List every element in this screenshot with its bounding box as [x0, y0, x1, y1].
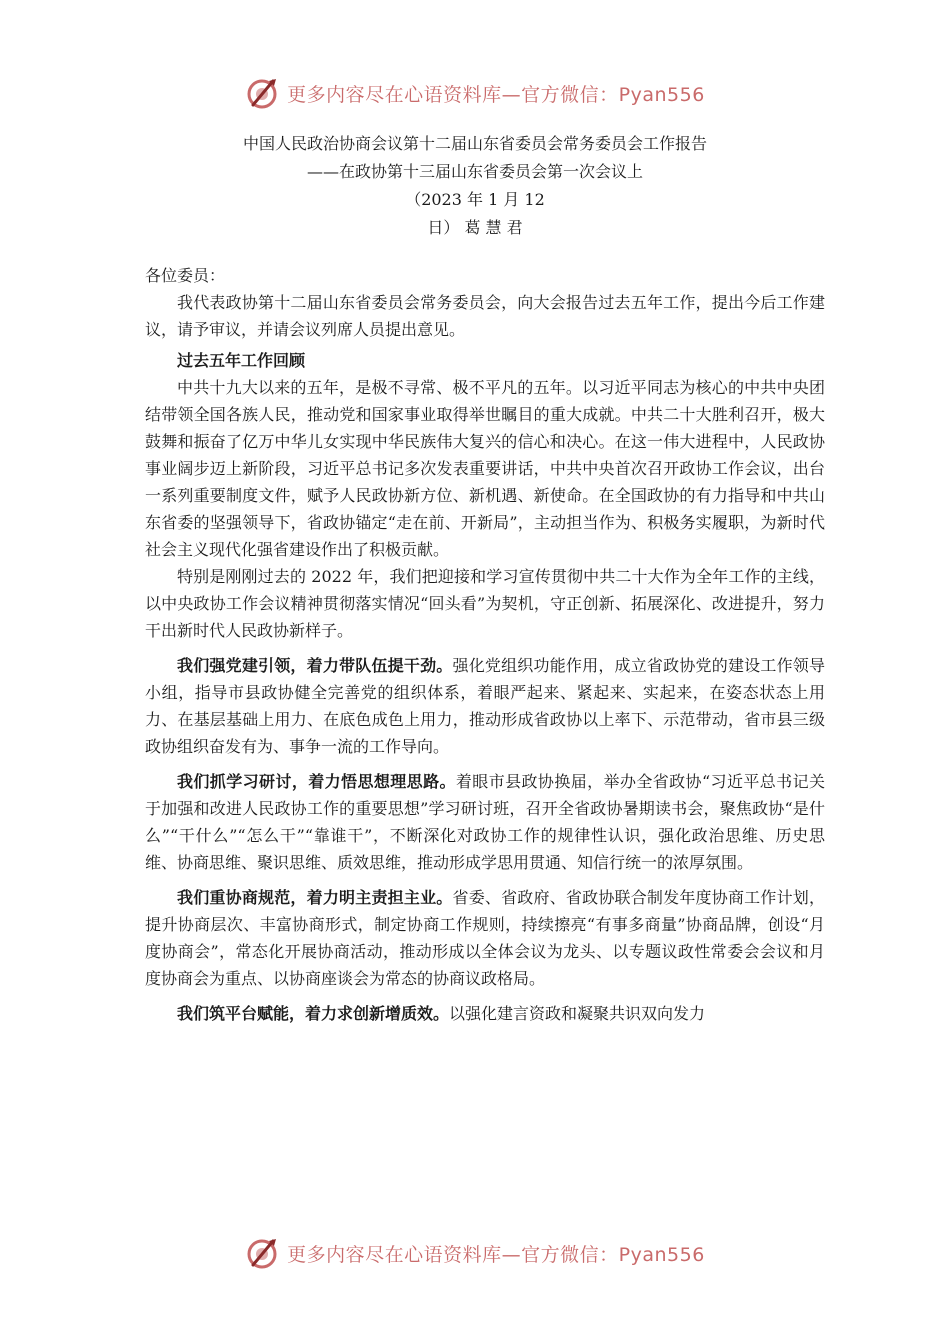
- paragraph-lead: 我们抓学习研讨，着力悟思想理思路。: [177, 772, 456, 791]
- paragraph-party-building: [145, 652, 825, 760]
- paragraph-lead: 我们重协商规范，着力明主责担主业。: [177, 888, 453, 907]
- document-title: 中国人民政治协商会议第十二届山东省委员会常务委员会工作报告: [242, 134, 707, 153]
- brand-logo-icon: [245, 1235, 281, 1271]
- brand-logo-icon: [245, 75, 281, 111]
- paragraph-text: 省委、省政府、省政协联合制发年度协商工作计划，提升协商层次、丰富协商形式，制定协商工作规则，持续擦亮“有事多商量”协商品牌，创设“月度协商会”，常态化开展协商活动，推动形成以全体会议为龙头、以专题议政性常委会会议和月度协商会为重点、以协商座谈会为常态的协商议政格局。: [145, 888, 825, 988]
- document-title-block: [0, 130, 950, 242]
- paragraph-lead: 我们强党建引领，着力带队伍提干劲。: [177, 656, 453, 675]
- document-body: [145, 262, 825, 1027]
- paragraph-study: [145, 768, 825, 876]
- watermark-text: 更多内容尽在心语资料库—官方微信：Pyan556: [287, 1243, 705, 1266]
- paragraph-text: 以强化建言资政和凝聚共识双向发力: [449, 1004, 706, 1023]
- document-date: （2023 年 1 月 12: [405, 190, 545, 209]
- paragraph-text: 着眼市县政协换届，举办全省政协“习近平总书记关于加强和改进人民政协工作的重要思想”学习研讨班，召开全省政协暑期读书会，聚焦政协“是什么”“干什么”“怎么干”“靠谁干”，不断深化对政协工作的规律性认识，强化政治思维、历史思维、协商思维、聚识思维、质效思维，推动形成学思用贯通、知信行统一的浓厚氛围。: [145, 772, 825, 872]
- watermark-banner-bottom: [0, 1233, 950, 1273]
- salutation: 各位委员：: [145, 266, 226, 285]
- document-subtitle: ——在政协第十三届山东省委员会第一次会议上: [306, 162, 643, 181]
- watermark-banner-top: [0, 73, 950, 113]
- paragraph-lead: 我们筑平台赋能，着力求创新增质效。: [177, 1004, 450, 1023]
- section-heading: 过去五年工作回顾: [177, 351, 306, 370]
- paragraph-consultation: [145, 884, 825, 992]
- watermark-text: 更多内容尽在心语资料库—官方微信：Pyan556: [287, 83, 705, 106]
- paragraph-platform: [145, 1000, 825, 1027]
- intro-paragraph: 我代表政协第十二届山东省委员会常务委员会，向大会报告过去五年工作，提出今后工作建议，请予审议，并请会议列席人员提出意见。: [145, 293, 825, 339]
- document-author: 日） 葛 慧 君: [427, 218, 523, 237]
- paragraph-2022: 特别是刚刚过去的 2022 年，我们把迎接和学习宣传贯彻中共二十大作为全年工作的主线，以中央政协工作会议精神贯彻落实情况“回头看”为契机，守正创新、拓展深化、改进提升，努力干出新时代人民政协新样子。: [145, 567, 825, 640]
- paragraph-review: 中共十九大以来的五年，是极不寻常、极不平凡的五年。以习近平同志为核心的中共中央团结带领全国各族人民，推动党和国家事业取得举世瞩目的重大成就。中共二十大胜利召开，极大鼓舞和振奋了亿万中华儿女实现中华民族伟大复兴的信心和决心。在这一伟大进程中，人民政协事业阔步迈上新阶段，习近平总书记多次发表重要讲话，中共中央首次召开政协工作会议，出台一系列重要制度文件，赋予人民政协新方位、新机遇、新使命。在全国政协的有力指导和中共山东省委的坚强领导下，省政协锚定“走在前、开新局”，主动担当作为、积极务实履职，为新时代社会主义现代化强省建设作出了积极贡献。: [145, 378, 825, 559]
- paragraph-text: 强化党组织功能作用，成立省政协党的建设工作领导小组，指导市县政协健全完善党的组织体系，着眼严起来、紧起来、实起来，在姿态状态上用力、在基层基础上用力、在底色成色上用力，推动形成省政协以上率下、示范带动，省市县三级政协组织奋发有为、事争一流的工作导向。: [145, 656, 825, 756]
